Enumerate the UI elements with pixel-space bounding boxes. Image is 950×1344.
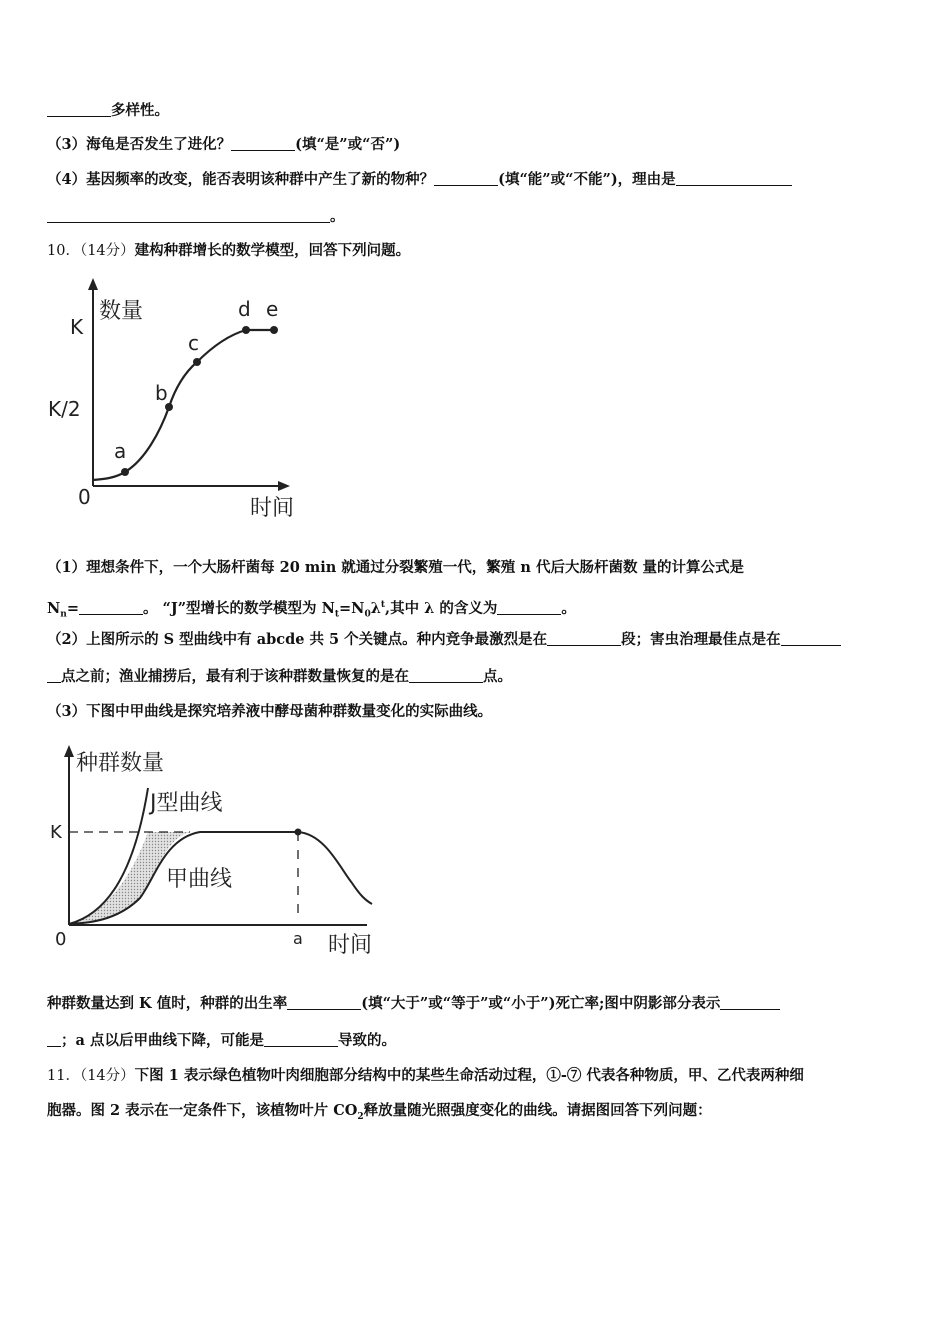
legend-j-curve: J型曲线 bbox=[150, 791, 223, 816]
answer-blank[interactable] bbox=[231, 136, 295, 151]
y-axis-arrow bbox=[64, 745, 74, 757]
answer-blank[interactable] bbox=[287, 995, 361, 1010]
answer-blank[interactable] bbox=[547, 631, 621, 646]
answer-blank[interactable] bbox=[676, 171, 792, 186]
answer-blank[interactable] bbox=[781, 631, 841, 646]
question-11-cont: 胞器。图 2 表示在一定条件下，该植物叶片 $CO_2$释放量随光照强度变化的曲线。请据图回答下列问题： bbox=[47, 1102, 712, 1122]
answer-blank[interactable] bbox=[47, 668, 61, 683]
question-11-header: 11．（14分）下图 1 表示绿色植物叶肉细胞部分结构中的某些生命活动过程，①-⑦ 代表各种物质，甲、乙代表两种细 bbox=[47, 1067, 804, 1084]
yeast-curve-chart bbox=[40, 738, 390, 963]
answer-blank[interactable] bbox=[264, 1032, 338, 1047]
y-tick-k: K bbox=[50, 822, 62, 843]
answer-blank[interactable] bbox=[720, 995, 780, 1010]
point-label-e: e bbox=[266, 297, 279, 321]
answer-blank[interactable] bbox=[434, 171, 498, 186]
question-10-2-cont: 点之前；渔业捕捞后，最有利于该种群数量恢复的是在 点。 bbox=[47, 667, 512, 687]
point-label-c: c bbox=[188, 331, 199, 355]
answer-blank[interactable] bbox=[47, 1032, 61, 1047]
answer-blank[interactable] bbox=[409, 668, 483, 683]
reason-line: 。 bbox=[47, 207, 345, 227]
point-a-marker bbox=[295, 829, 302, 836]
question-10-1-formula: $N_n=$ 。 “J”型增长的数学模型为 $N_t=N_0\lambda^t$,其中 λ 的含义为 。 bbox=[47, 599, 576, 620]
y-tick-k-half: K/2 bbox=[48, 397, 81, 421]
x-tick-a: a bbox=[293, 929, 303, 948]
point-label-b: b bbox=[155, 381, 168, 405]
origin-label: 0 bbox=[78, 485, 91, 509]
question-10-3-cont: ；a 点以后甲曲线下降，可能是 导致的。 bbox=[47, 1031, 396, 1051]
origin-label: 0 bbox=[55, 929, 67, 950]
x-axis-label: 时间 bbox=[250, 496, 295, 521]
line-diversity: 多样性。 bbox=[47, 101, 169, 121]
point-c bbox=[193, 358, 201, 366]
point-e bbox=[270, 326, 278, 334]
point-label-d: d bbox=[238, 297, 251, 321]
question-10-3: （3）下图中甲曲线是探究培养液中酵母菌种群数量变化的实际曲线。 bbox=[47, 703, 493, 720]
answer-blank[interactable] bbox=[79, 600, 143, 615]
question-10-2: （2）上图所示的 S 型曲线中有 abcde 共 5 个关键点。种内竞争最激烈是在 段；害虫治理最佳点是在 bbox=[47, 630, 841, 650]
point-a bbox=[121, 468, 129, 476]
answer-blank[interactable] bbox=[497, 600, 561, 615]
x-axis-arrow bbox=[278, 481, 290, 491]
question-new-species: （4）基因频率的改变，能否表明该种群中产生了新的物种？ (填“能”或“不能”)，理由是 bbox=[47, 170, 792, 190]
question-10-header: 10．（14分）建构种群增长的数学模型，回答下列问题。 bbox=[47, 242, 411, 259]
y-tick-k: K bbox=[70, 315, 84, 339]
question-10-1: （1）理想条件下，一个大肠杆菌每 20 min 就通过分裂繁殖一代，繁殖 n 代后大肠杆菌数 量的计算公式是 bbox=[47, 559, 744, 576]
y-axis-label: 种群数量 bbox=[76, 751, 165, 776]
point-d bbox=[242, 326, 250, 334]
y-axis-arrow bbox=[88, 278, 98, 290]
point-label-a: a bbox=[114, 439, 127, 463]
y-axis-label: 数量 bbox=[99, 299, 144, 324]
legend-actual-curve: 甲曲线 bbox=[166, 867, 233, 892]
answer-blank[interactable] bbox=[47, 208, 330, 223]
question-evolution: （3）海龟是否发生了进化？ (填“是”或“否”) bbox=[47, 136, 401, 153]
question-10-3-k-value: 种群数量达到 K 值时，种群的出生率 (填“大于”或“等于”或“小于”)死亡率;图中阴影部分表示 bbox=[47, 994, 780, 1014]
s-curve-chart bbox=[40, 272, 310, 522]
answer-blank[interactable] bbox=[47, 102, 111, 117]
x-axis-label: 时间 bbox=[328, 933, 373, 958]
